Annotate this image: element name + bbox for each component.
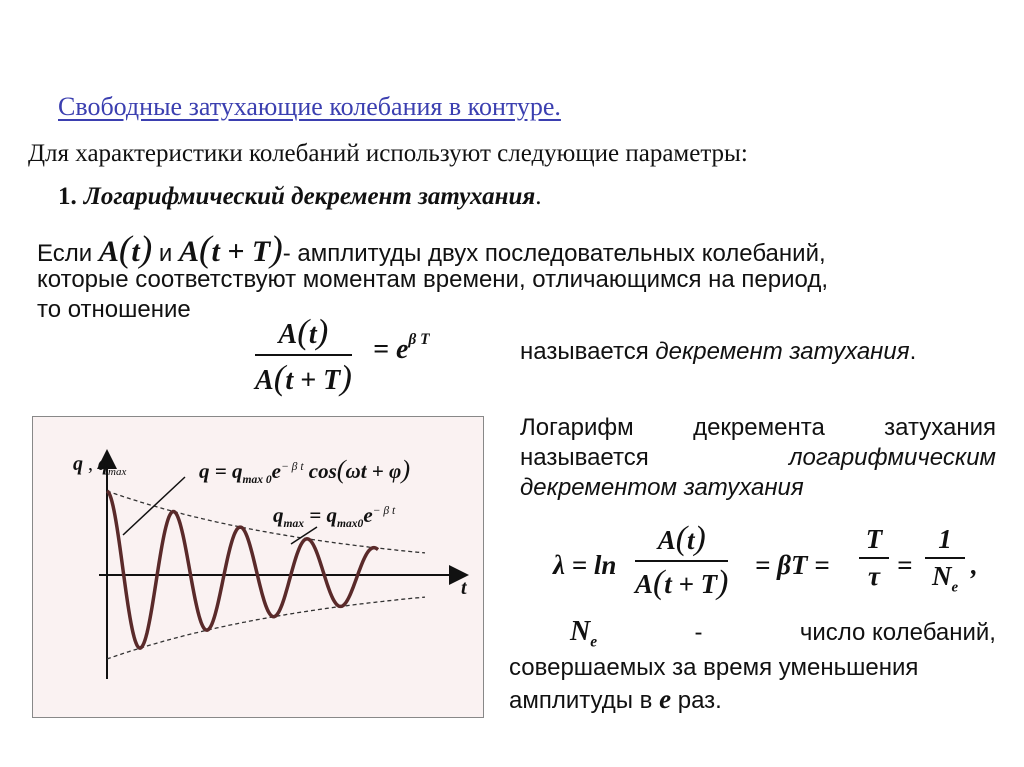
fraction-amplitudes: [255, 312, 352, 398]
T-over-tau: T τ: [859, 524, 889, 592]
formula-charge: $q = q_{max 0}e^{- \beta t}$ cos(ωt + φ): [199, 455, 411, 487]
pointer-line-qmax: [123, 477, 185, 535]
para-line-3: то отношение: [37, 296, 191, 323]
equals-sign: =: [897, 550, 913, 580]
para-line-2: которые соответствуют моментам времени, отличающимся на период,: [37, 266, 829, 293]
log-fraction-numerator: A(t): [657, 520, 706, 557]
ne-line-3: амплитуды в e раз.: [509, 684, 722, 714]
item-number: 1.: [58, 183, 77, 210]
fraction-numerator: A(t): [278, 312, 329, 351]
formula-log-decrement: [553, 520, 993, 610]
y-label: q , $q_{max}$: [73, 453, 127, 478]
amp-A2: A(t + T): [178, 229, 283, 270]
e-symbol: e: [659, 684, 672, 714]
para-rest: - амплитуды двух последовательных колебаний,: [282, 240, 826, 267]
log-fraction-denominator: A(t + T): [635, 564, 729, 601]
ne-dash: -: [694, 619, 703, 646]
log-line-3: декрементом затухания: [520, 474, 804, 501]
ne-line-2: совершаемых за время уменьшения: [509, 654, 919, 681]
ne-symbol: $N_e$: [570, 616, 598, 651]
formula-decrement: [255, 312, 495, 400]
item-heading: [58, 182, 542, 211]
log-fraction: [635, 520, 728, 602]
formula-amplitude: $q_{max} = q_{max0}e^{- \beta t}$: [273, 503, 396, 531]
item-title-end: .: [535, 183, 542, 210]
called-prefix: называется: [520, 338, 649, 365]
log-line-1: Логарифм декремента затухания: [520, 414, 996, 441]
log-term-1: логарифмическим: [789, 444, 996, 471]
slide-title: Свободные затухающие колебания в контуре.: [58, 92, 561, 121]
x-axis-label: t: [461, 577, 467, 599]
ne-line-1: [520, 616, 996, 652]
fraction-denominator: A(t + T): [255, 358, 352, 397]
one-over-Ne: 1 $N_e$: [925, 524, 965, 596]
para-and: и: [158, 240, 173, 267]
para-if: Если: [37, 240, 93, 267]
called-term: декремент затухания: [655, 338, 910, 365]
log-called: называется: [520, 444, 649, 471]
formula-comma: ,: [971, 550, 978, 580]
lambda-ln: λ = ln: [553, 550, 617, 580]
item-title: Логарифмический декремент затухания: [83, 183, 536, 210]
para-line-1: [37, 228, 826, 271]
ne-text: число колебаний,: [799, 619, 996, 646]
called-end: .: [909, 338, 917, 365]
fraction-bar: [255, 354, 352, 356]
beta-T: = βT =: [755, 550, 830, 580]
amp-A1: A(t): [98, 229, 153, 270]
intro-text: Для характеристики колебаний используют следующие параметры:: [28, 140, 748, 167]
log-fraction-bar: [635, 560, 728, 562]
called-line: [520, 338, 916, 366]
exp-term: = $e^{\beta T}$: [373, 330, 430, 365]
diagram-frame: [32, 416, 484, 718]
log-line-2: [520, 444, 996, 472]
